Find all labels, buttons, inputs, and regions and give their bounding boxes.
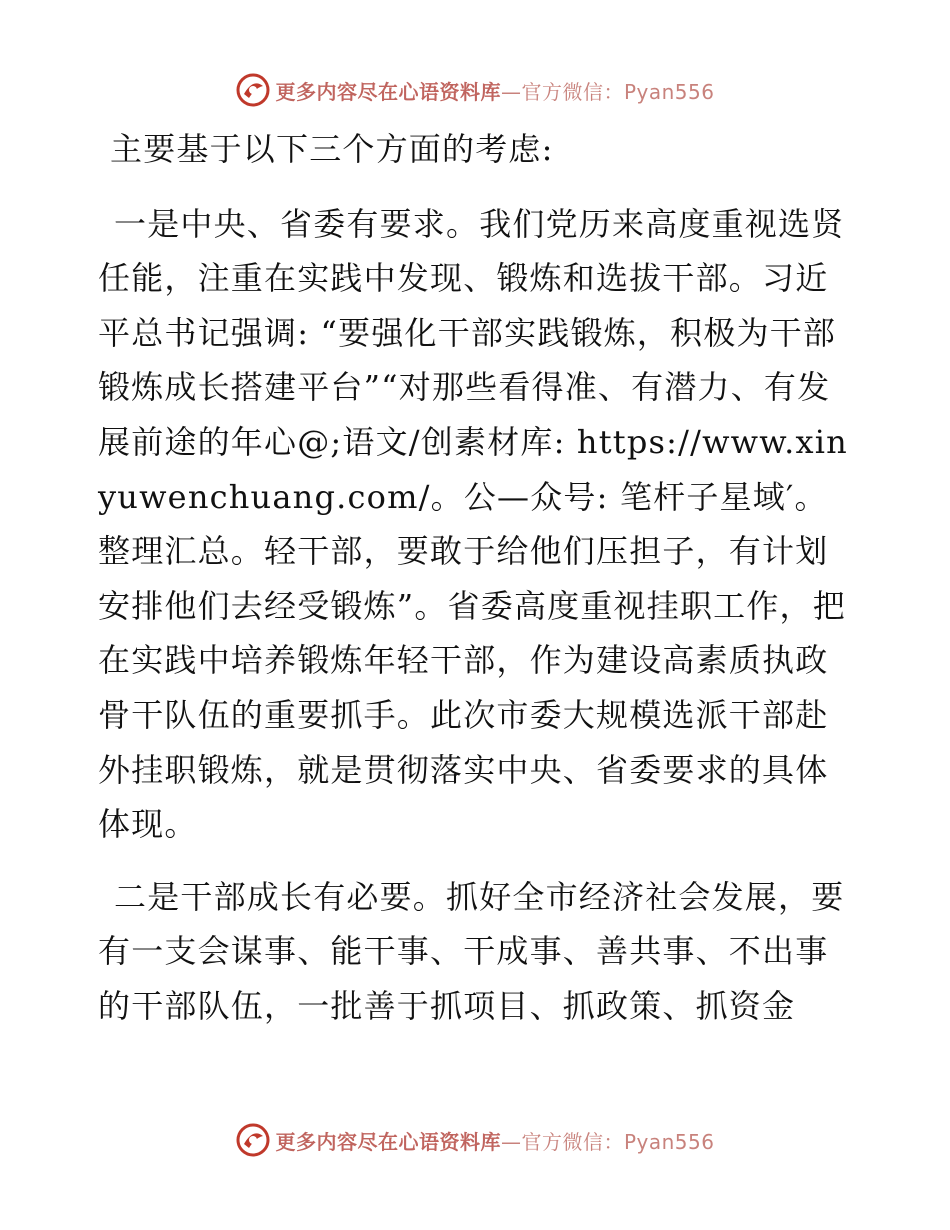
footer-text: 更多内容尽在心语资料库—官方微信：Pyan556 <box>275 1129 715 1154</box>
logo-icon <box>235 72 271 108</box>
document-body <box>98 122 858 1052</box>
paragraph-2: 二是干部成长有必要。抓好全市经济社会发展，要有一支会谋事、能干事、干成事、善共事、不出事的干部队伍，一批善于抓项目、抓政策、抓资金 <box>98 877 845 1025</box>
paragraph-1: 一是中央、省委有要求。我们党历来高度重视选贤任能，注重在实践中发现、锻炼和选拔干部。习近平总书记强调: “要强化干部实践锻炼，积极为干部锻炼成长搭建平台”“对那些看得准、有潜力、有发展前途的年心@;语文/创素材库: https://www.xinyuwenchuang.com/。公—众号: 笔杆子星域′。整理汇总。轻干部，要敢于给他们压担子，有计划安排他们去经受锻炼”。省委高度重视挂职工作，把在实践中培养锻炼年轻干部，作为建设高素质执政骨干队伍的重要抓手。此次市委大规模选派干部赴外挂职锻炼，就是贯彻落实中央、省委要求的具体体现。 <box>98 204 848 844</box>
logo-icon <box>235 1122 271 1158</box>
header-watermark <box>0 70 950 110</box>
header-text: 更多内容尽在心语资料库—官方微信：Pyan556 <box>275 79 715 104</box>
footer-watermark <box>0 1120 950 1160</box>
intro-paragraph: 主要基于以下三个方面的考虑: <box>110 130 554 168</box>
